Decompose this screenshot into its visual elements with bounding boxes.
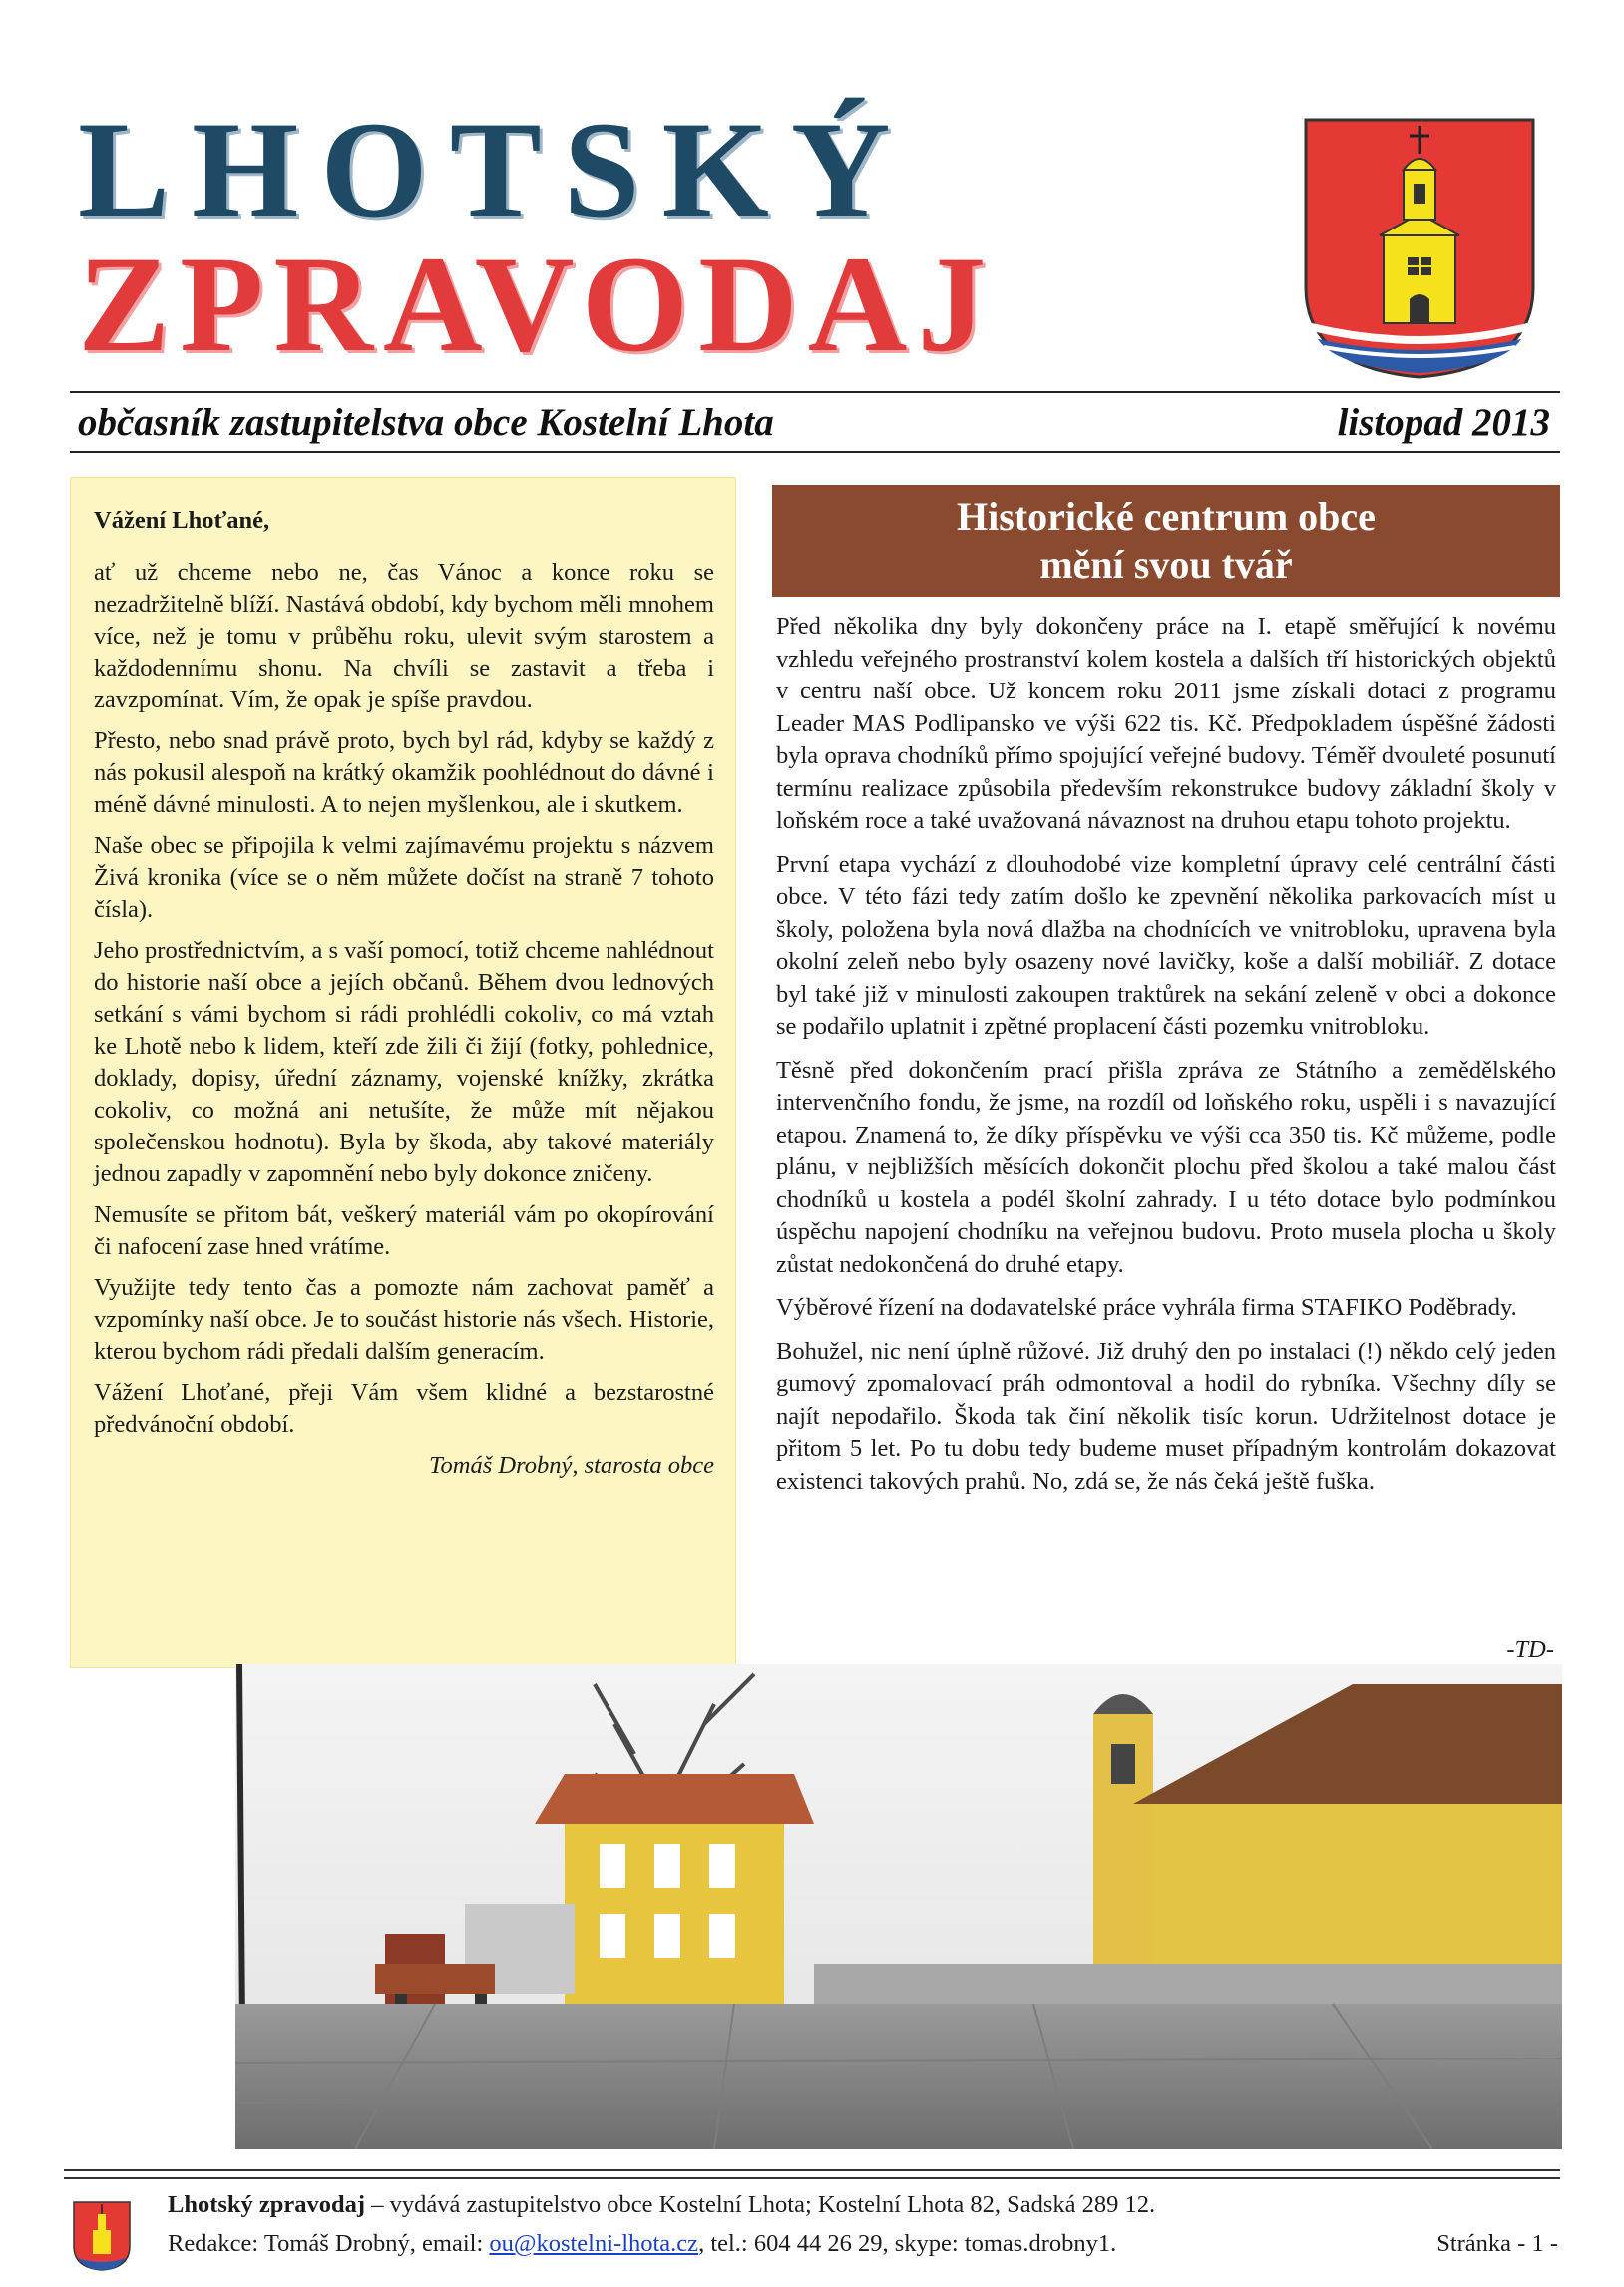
letter-paragraph: Naše obec se připojila k velmi zajímavému projektu s názvem Živá kronika (více se o něm můžete dočíst na straně 7 tohoto čísla). [94, 832, 714, 923]
letter-paragraph: Nemusíte se přitom bát, veškerý materiál vám po okopírování či nafocení zase hned vrátíme. [94, 1201, 714, 1260]
article-paragraph: Bohužel, nic není úplně růžové. Již druhý den po instalaci (!) někdo celý jeden gumový zpomalovací práh odmontoval a hodil do rybníka. Všechny díly se najít nepodařilo. Škoda tak činí několik tisíc korun. Udržitelnost dotace je přitom 5 let. Po tu dobu tedy budeme muset případným kontrolám dokazovat existenci takových prahů. No, zdá se, že nás čeká ještě fuška. [776, 1337, 1556, 1495]
village-center-photo [235, 1664, 1562, 2149]
article-title-line2: mění svou tvář [1039, 542, 1293, 587]
article-title-line1: Historické centrum obce [957, 494, 1376, 539]
masthead-title-line1: LHOTSKÝ [78, 93, 913, 245]
masthead-subtitle: občasník zastupitelstva obce Kostelní Lhota [78, 401, 774, 444]
page-number: Stránka - 1 - [1436, 2230, 1558, 2257]
article-body [776, 611, 1556, 1509]
header-rule-top [70, 391, 1560, 393]
footer-publisher-address: – vydává zastupitelstvo obce Kostelní Lhota; Kostelní Lhota 82, Sadská 289 12. [365, 2191, 1156, 2218]
footer-editor-contacts: , tel.: 604 44 26 29, skype: tomas.drobny1. [698, 2230, 1117, 2257]
letter-paragraph: ať už chceme nebo ne, čas Vánoc a konce roku se nezadržitelně blíží. Nastává období, kdy bychom měli mnohem více, než je tomu v průběhu roku, ulevit svým starostem a každodennímu shonu. Na chvíli se zastavit a třeba i zavzpomínat. Vím, že opak je spíše pravdou. [94, 559, 714, 713]
article-paragraph: Těsně před dokončením prací přišla zpráva ze Státního a zemědělského intervenčního fondu, že jsme, na rozdíl od loňského roku, uspěli i s navazující etapou. Znamená to, že díky příspěvku ve výši cca 350 tis. Kč můžeme, podle plánu, v nejbližších měsících dokončit plochu před školou a také malou část chodníků u kostela a podél školní zahrady. I u této dotace bylo podmínkou úspěchu napojení chodníku na veřejnou budovu. Proto musela plocha u školy zůstat nedokončená do druhé etapy. [776, 1056, 1556, 1278]
letter-signature: Tomáš Drobný, starosta obce [429, 1452, 714, 1479]
letter-paragraph: Přesto, nebo snad právě proto, bych byl rád, kdyby se každý z nás pokusil alespoň na krátký okamžik poohlédnout do dávné i méně dávné minulosti. A to nejen myšlenkou, ale i skutkem. [94, 727, 714, 818]
header-rule-bottom [70, 451, 1560, 453]
footer-email-link[interactable]: ou@kostelni-lhota.cz [489, 2230, 699, 2257]
letter-paragraph: Vážení Lhoťané, přeji Vám všem klidné a bezstarostné předvánoční období. [94, 1379, 714, 1438]
article-signature: -TD- [1506, 1636, 1554, 1663]
letter-paragraph: Využijte tedy tento čas a pomozte nám zachovat paměť a vzpomínky naší obce. Je to součást historie nás všech. Historie, kterou bychom rádi předali dalším generacím. [94, 1274, 714, 1365]
footer-publisher [168, 2191, 1155, 2219]
mayor-letter [70, 477, 736, 1668]
footer-rule [64, 2169, 1560, 2179]
article-title [772, 485, 1560, 597]
article-paragraph: První etapa vychází z dlouhodobé vize kompletní úpravy celé centrální části obce. V této fázi tedy zatím došlo ke zpevnění několika parkovacích míst u školy, položena byla nová dlažba na chodnících ve vnitrobloku, upravena byla okolní zeleň nebo byly osazeny nové lavičky, koše a další mobiliář. Z dotace byl také již v minulosti zakoupen traktůrek na sekání zeleně v obci a dokonce se podařilo uplatnit i zpětné proplacení části pozemku vnitrobloku. [776, 850, 1556, 1040]
coat-of-arms-icon [72, 2200, 132, 2272]
letter-salutation: Vážení Lhoťané, [94, 507, 270, 534]
article-paragraph: Před několika dny byly dokončeny práce na I. etapě směřující k novému vzhledu veřejného prostranství kolem kostela a dalších tří historických objektů v centru naší obce. Už koncem roku 2011 jsme získali dotaci z programu Leader MAS Podlipansko ve výši 622 tis. Kč. Předpokladem úspěšné žádosti byla oprava chodníků přímo spojující veřejné budovy. Téměř dvouleté posunutí termínu realizace způsobila především rekonstrukce budovy základní školy v loňském roce a také uvažovaná návaznost na druhou etapu tohoto projektu. [776, 613, 1556, 834]
footer-editor [168, 2230, 1116, 2258]
footer-editor-prefix: Redakce: Tomáš Drobný, email: [168, 2230, 490, 2257]
letter-paragraph: Jeho prostřednictvím, a s vaší pomocí, totiž chceme nahlédnout do historie naší obce a jejích občanů. Během dvou lednových setkání s vámi bychom si rádi prohlédli cokoliv, co má vztah ke Lhotě nebo k lidem, kteří zde žili či žijí (fotky, pohlednice, doklady, dopisy, úřední záznamy, vojenské knížky, zkrátka cokoliv, co možná ani netušíte, že může mít nějakou společenskou hodnotu). Byla by škoda, aby takové materiály jednou zapadly v zapomnění nebo byly dokonce zničeny. [94, 937, 714, 1187]
coat-of-arms-icon [1304, 118, 1535, 379]
article-paragraph: Výběrové řízení na dodavatelské práce vyhrála firma STAFIKO Poděbrady. [776, 1294, 1517, 1321]
issue-date: listopad 2013 [1337, 401, 1550, 444]
masthead-title-line2: ZPRAVODAJ [78, 228, 997, 380]
footer-publisher-name: Lhotský zpravodaj [168, 2191, 366, 2218]
